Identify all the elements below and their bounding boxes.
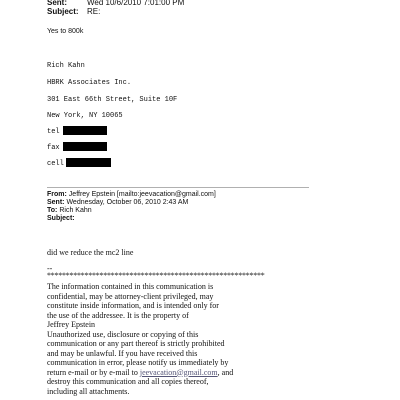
tel-label: tel [47,128,60,136]
fax-label: fax [47,144,60,152]
return-prefix: return e-mail or by e-mail to [47,367,140,377]
disclaimer-return-line [47,368,233,378]
disclaimer-text [47,282,233,396]
to-row [47,207,92,215]
return-suffix: , and [217,367,234,377]
disclaimer-line: communication or any part thereof is strictly prohibited [47,339,225,348]
redaction-block-cell [66,158,111,167]
sent-value: Wed 10/6/2010 7:01:00 PM [87,0,185,7]
redaction-block-tel [63,126,107,135]
divider-line [47,187,309,188]
sent-row [47,199,188,207]
signature-address-line1: 301 East 66th Street, Suite 10F [47,96,178,104]
redaction-block-fax [63,142,107,151]
disclaimer-line: communication in error, please notify us immediately by [47,358,229,367]
to-label: To: [47,207,58,214]
disclaimer-line: the use of the addressee. It is the property of [47,310,189,320]
subject-value: RE: [87,7,101,16]
subject-row-2 [47,215,75,223]
sent-label-2: Sent: [47,199,65,206]
disclaimer-line: destroy this communication and all copies thereof, [47,377,209,386]
disclaimer-line: The information contained in this communication is [47,282,214,291]
signature-name: Rich Kahn [47,62,85,70]
reply-text: Yes to 800k [47,28,84,35]
from-row [47,191,216,199]
disclaimer-star-line: ********************************************************** [47,271,265,280]
header-sent-row [47,0,184,7]
disclaimer-line: constitute inside information, and is intended only for [47,301,219,310]
original-message-body: did we reduce the mc2 line [47,248,134,257]
signature-address-line2: New York, NY 10065 [47,112,123,120]
from-value: Jeffrey Epstein [mailto:jeevacation@gmail.com] [68,191,216,198]
disclaimer-line: Unauthorized use, disclosure or copying of this [47,329,199,339]
email-link[interactable]: jeevacation@gmail.com [139,367,218,377]
disclaimer-line: confidential, may be attorney-client privileged, may [47,291,214,301]
signature-company: HBRK Associates Inc. [47,79,132,87]
disclaimer-line: Jeffrey Epstein [47,320,96,329]
from-label: From: [47,191,67,198]
disclaimer-dash-line: -- [47,264,53,273]
to-value: Rich Kahn [59,207,92,214]
subject-label: Subject: [47,7,79,16]
disclaimer-line: and may be unlawful. If you have received this [47,348,198,358]
sent-label: Sent: [47,0,67,7]
subject-label-2: Subject: [47,215,75,222]
disclaimer-line: including all attachments. [47,386,130,396]
sent-value-2: Wednesday, October 06, 2010 2:43 AM [66,199,189,206]
header-subject-row [47,7,100,16]
cell-label: cell [47,160,64,168]
